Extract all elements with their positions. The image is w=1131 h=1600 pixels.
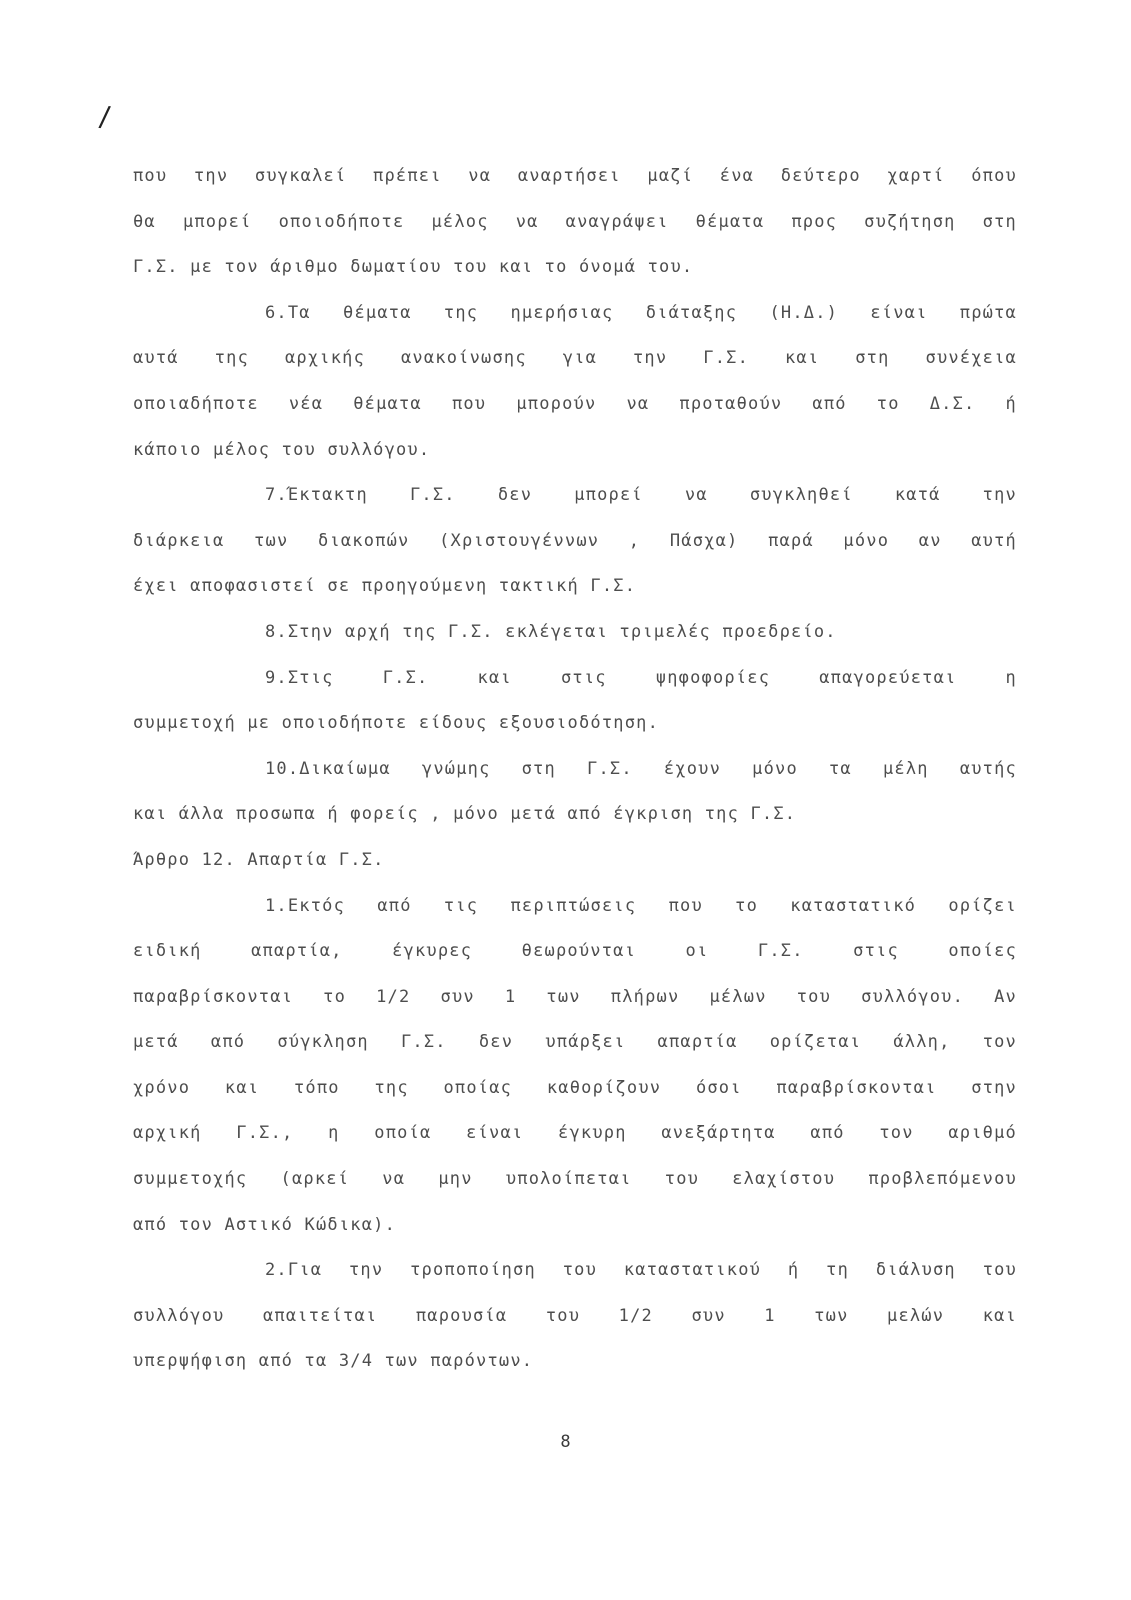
text-line: συμμετοχής (αρκεί να μην υπολοίπεται του ελαχίστου προβλεπόμενου bbox=[133, 1169, 1017, 1190]
text-line: 2.Για την τροποποίηση του καταστατικού ή τη διάλυση του bbox=[265, 1260, 1017, 1281]
text-line: κάποιο μέλος του συλλόγου. bbox=[133, 439, 431, 460]
text-line: 6.Τα θέματα της ημερήσιας διάταξης (Η.Δ.) είναι πρώτα bbox=[265, 302, 1017, 323]
text-line: οποιαδήποτε νέα θέματα που μπορούν να προταθούν από το Δ.Σ. ή bbox=[133, 393, 1017, 414]
text-line: 9.Στις Γ.Σ. και στις ψηφοφορίες απαγορεύεται η bbox=[265, 667, 1017, 688]
text-line: Γ.Σ. με τον άριθμο δωματίου του και το όνομά του. bbox=[133, 257, 694, 278]
handwritten-slash-mark: / bbox=[97, 99, 112, 134]
text-line: αρχική Γ.Σ., η οποία είναι έγκυρη ανεξάρτητα από τον αριθμό bbox=[133, 1123, 1017, 1144]
text-line: Άρθρο 12. Απαρτία Γ.Σ. bbox=[133, 849, 385, 870]
text-line: συλλόγου απαιτείται παρουσία του 1/2 συν 1 των μελών και bbox=[133, 1305, 1017, 1326]
text-line: και άλλα προσωπα ή φορείς , μόνο μετά από έγκριση της Γ.Σ. bbox=[133, 804, 797, 825]
text-line: 7.Έκτακτη Γ.Σ. δεν μπορεί να συγκληθεί κατά την bbox=[265, 485, 1017, 506]
text-line: 1.Εκτός από τις περιπτώσεις που το καταστατικό ορίζει bbox=[265, 895, 1017, 916]
body-text bbox=[133, 154, 1017, 1385]
text-line: συμμετοχή με οποιοδήποτε είδους εξουσιοδότηση. bbox=[133, 713, 660, 734]
text-line: θα μπορεί οποιοδήποτε μέλος να αναγράψει θέματα προς συζήτηση στη bbox=[133, 211, 1017, 232]
text-line: 8.Στην αρχή της Γ.Σ. εκλέγεται τριμελές προεδρείο. bbox=[265, 621, 837, 642]
page-number: 8 bbox=[560, 1432, 571, 1452]
text-line: ειδική απαρτία, έγκυρες θεωρούνται οι Γ.Σ. στις οποίες bbox=[133, 941, 1017, 962]
text-line: που την συγκαλεί πρέπει να αναρτήσει μαζί ένα δεύτερο χαρτί όπου bbox=[133, 166, 1017, 186]
text-line: έχει αποφασιστεί σε προηγούμενη τακτική Γ.Σ. bbox=[133, 576, 637, 597]
text-line: μετά από σύγκληση Γ.Σ. δεν υπάρξει απαρτία ορίζεται άλλη, τον bbox=[133, 1032, 1017, 1053]
text-line: από τον Αστικό Κώδικα). bbox=[133, 1214, 397, 1235]
text-line: υπερψήφιση από τα 3/4 των παρόντων. bbox=[133, 1351, 534, 1372]
text-line: διάρκεια των διακοπών (Χριστουγέννων , Πάσχα) παρά μόνο αν αυτή bbox=[133, 530, 1017, 551]
text-line: αυτά της αρχικής ανακοίνωσης για την Γ.Σ. και στη συνέχεια bbox=[133, 348, 1017, 369]
text-line: 10.Δικαίωμα γνώμης στη Γ.Σ. έχουν μόνο τα μέλη αυτής bbox=[265, 758, 1017, 779]
text-line: χρόνο και τόπο της οποίας καθορίζουν όσοι παραβρίσκονται στην bbox=[133, 1077, 1017, 1098]
text-line: παραβρίσκονται το 1/2 συν 1 των πλήρων μέλων του συλλόγου. Αν bbox=[133, 986, 1017, 1007]
